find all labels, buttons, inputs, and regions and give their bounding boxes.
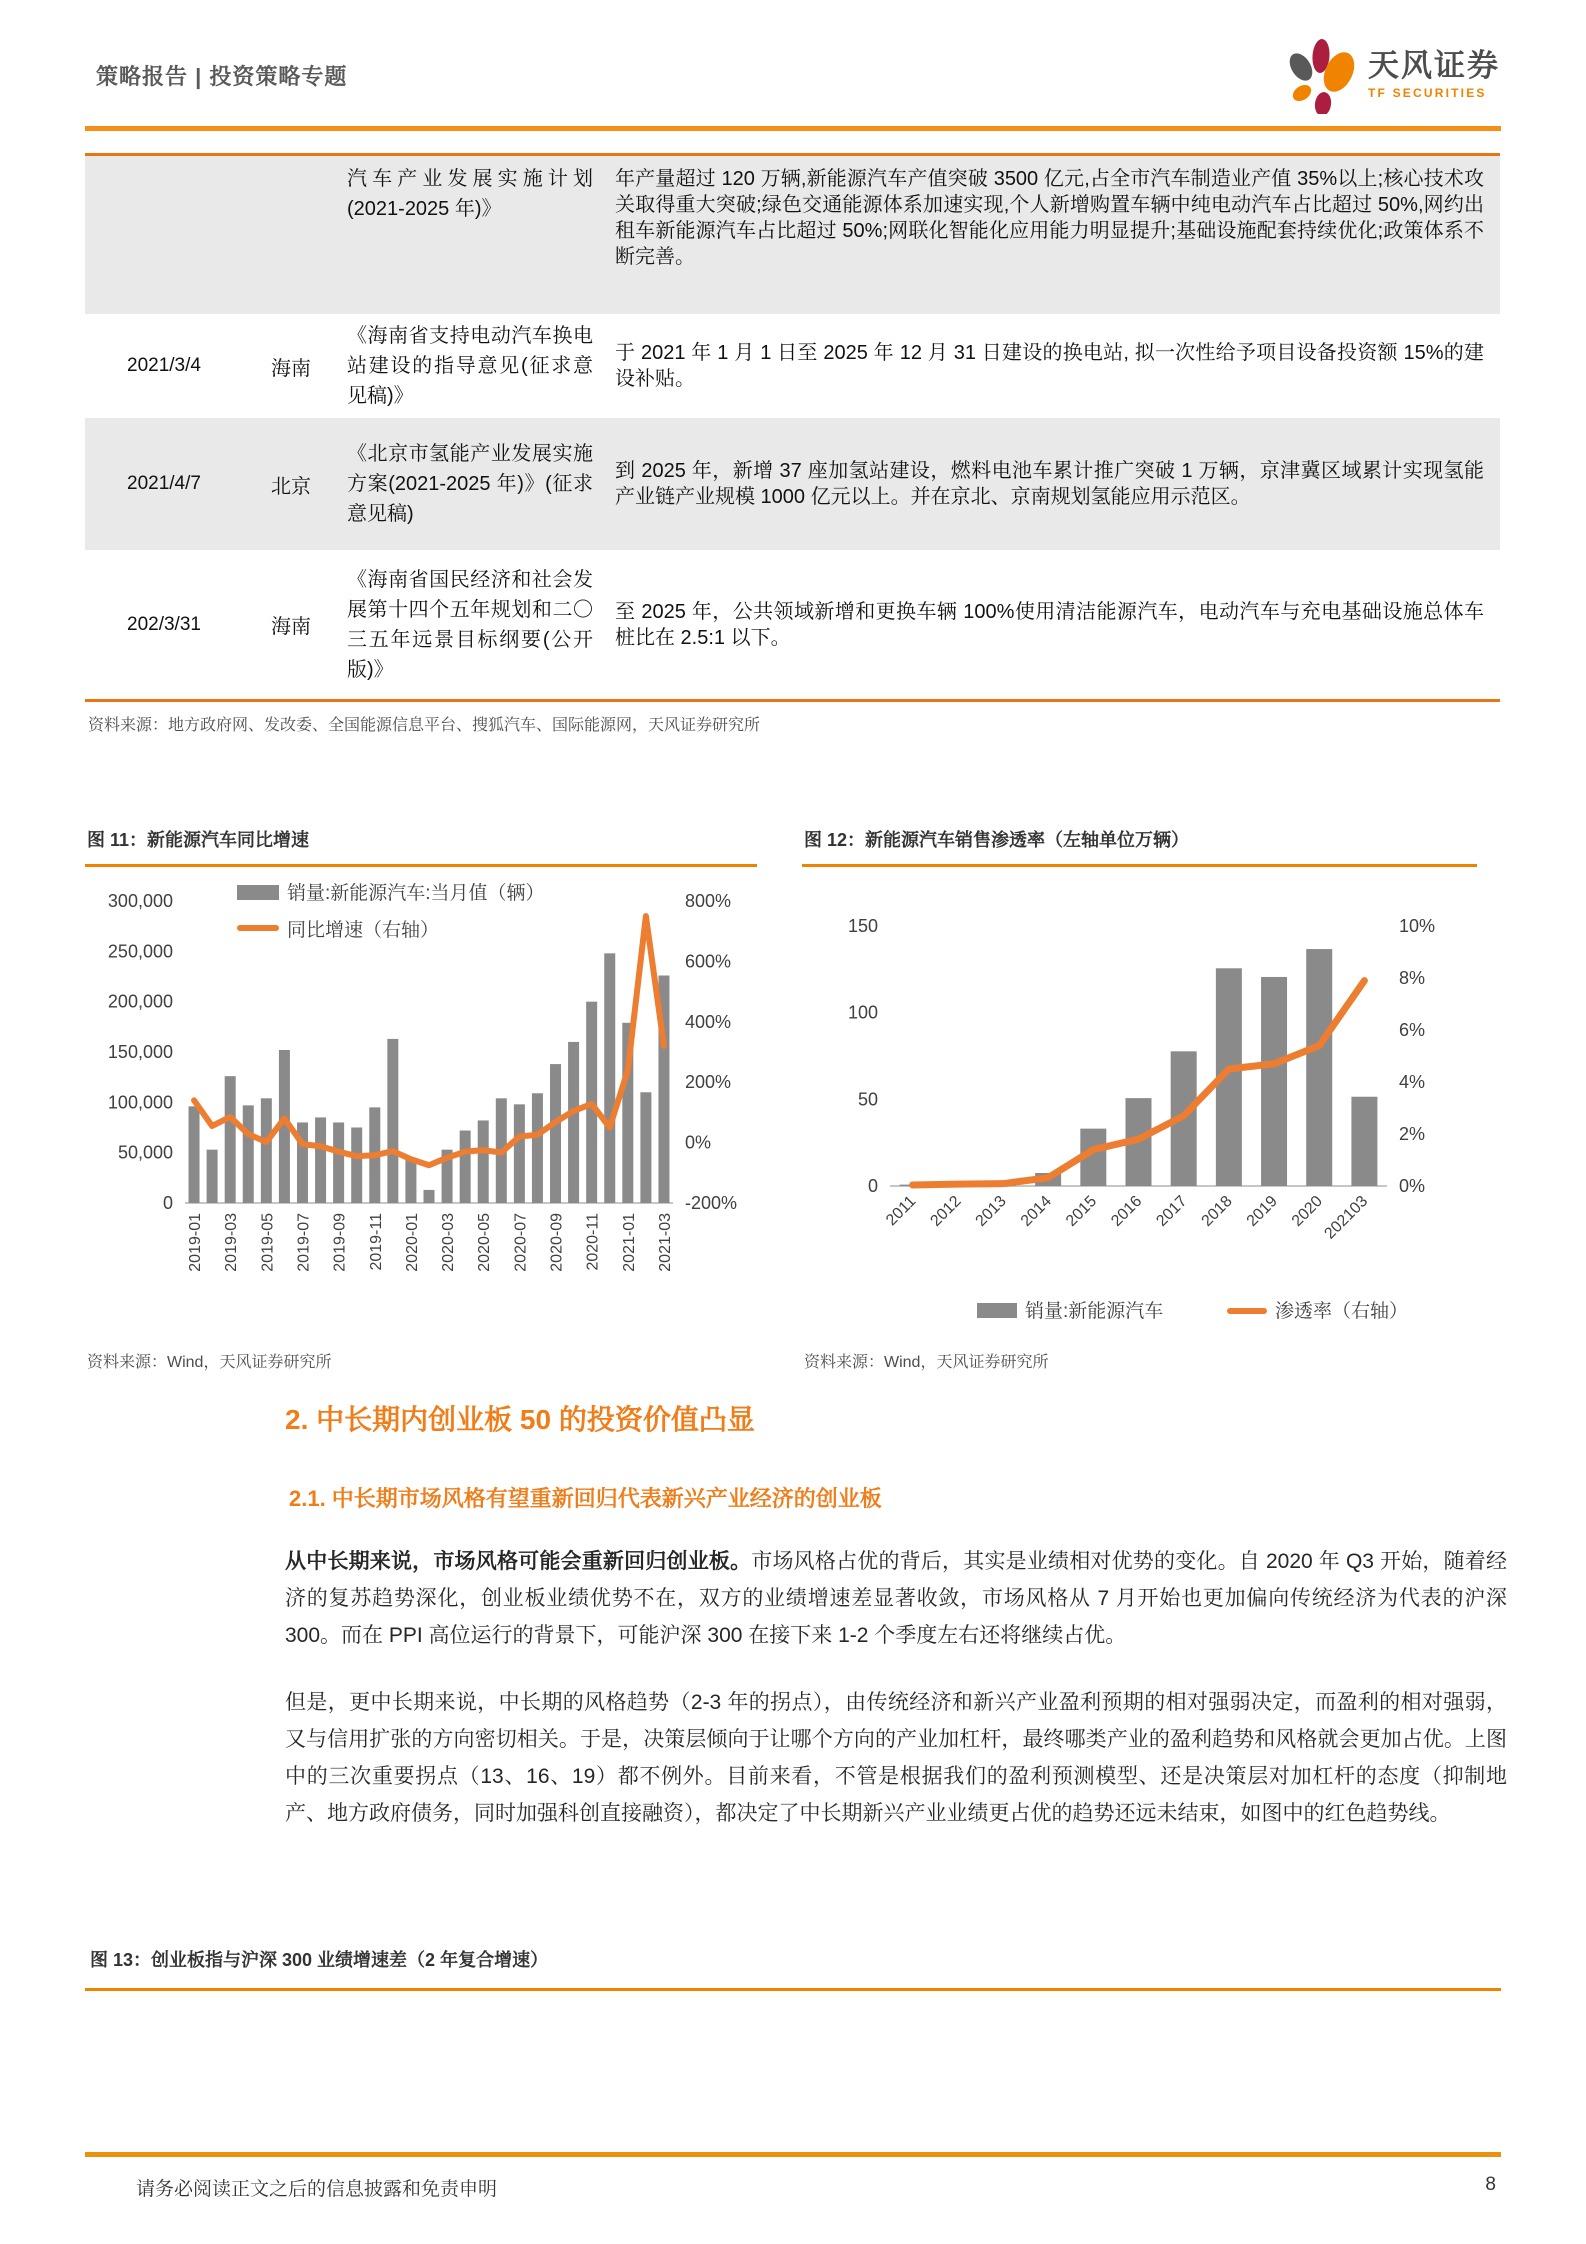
cell-detail: 到 2025 年，新增 37 座加氢站建设，燃料电池车累计推广突破 1 万辆，京津冀区域累计实现氢能产业链产业规模 1000 亿元以上。并在京北、京南规划氢能应用示范区。: [615, 460, 1484, 508]
figure-13-rule: [85, 1988, 1501, 1991]
figure-12-source: 资料来源：Wind，天风证券研究所: [804, 1354, 1049, 1371]
tf-flower-icon: [1286, 34, 1358, 114]
table-row: [85, 156, 1500, 314]
svg-text:2%: 2%: [1399, 1124, 1426, 1144]
svg-text:50: 50: [857, 1089, 878, 1110]
cell-detail: 年产量超过 120 万辆,新能源汽车产值突破 3500 亿元,占全市汽车制造业产值 35%以上;核心技术攻关取得重大突破;绿色交通能源体系加速实现,个人新增购置车辆中纯电动汽车占比超过 50%,网约出租车新能源汽车占比超过 50%;网联化智能化应用能力明显提升;基础设施配套持续优化;政策体系不断完善。: [615, 168, 1484, 268]
svg-text:2020-01: 2020-01: [403, 1213, 421, 1272]
cell-region: 北京: [271, 475, 311, 498]
svg-text:100,000: 100,000: [107, 1092, 173, 1113]
svg-text:2020-03: 2020-03: [440, 1213, 458, 1272]
cell-region: 海南: [271, 357, 311, 380]
svg-text:2019-05: 2019-05: [259, 1213, 277, 1272]
svg-text:0: 0: [867, 1176, 878, 1196]
figure-12-caption: 图 12：新能源汽车销售渗透率（左轴单位万辆）: [804, 830, 1190, 850]
svg-text:600%: 600%: [685, 951, 732, 972]
header-rule: [85, 126, 1501, 131]
table-source: 资料来源：地方政府网、发改委、全国能源信息平台、搜狐汽车、国际能源网，天风证券研究所: [88, 717, 761, 734]
section-2: [285, 1398, 1507, 1832]
svg-text:250,000: 250,000: [107, 941, 173, 962]
table-row: [85, 418, 1500, 550]
svg-text:2019-09: 2019-09: [331, 1213, 349, 1272]
svg-text:0%: 0%: [1399, 1176, 1426, 1196]
figure-12: [802, 820, 1477, 1372]
svg-text:2020-07: 2020-07: [512, 1213, 530, 1272]
cell-date: 2021/4/7: [127, 473, 201, 494]
svg-text:2020-09: 2020-09: [548, 1213, 566, 1272]
figure-11-rule: [85, 864, 757, 867]
svg-text:2018: 2018: [1198, 1192, 1236, 1230]
figure-12-rule: [802, 864, 1477, 867]
cell-date: 2021/3/4: [127, 355, 201, 376]
policy-table: [85, 153, 1500, 702]
svg-text:200,000: 200,000: [107, 991, 173, 1012]
figure-11-caption: 图 11：新能源汽车同比增速: [87, 830, 310, 850]
svg-text:2019-01: 2019-01: [187, 1213, 205, 1272]
svg-text:渗透率（右轴）: 渗透率（右轴）: [1275, 1301, 1409, 1322]
section-title: 2. 中长期内创业板 50 的投资价值凸显: [285, 1404, 755, 1435]
svg-text:800%: 800%: [685, 891, 732, 911]
nev-yoy-chart: [85, 871, 757, 1341]
cell-detail: 至 2025 年，公共领域新增和更换车辆 100%使用清洁能源汽车，电动汽车与充电基础设施总体车桩比在 2.5:1 以下。: [615, 600, 1484, 649]
svg-text:150: 150: [847, 916, 878, 936]
cell-region: 海南: [271, 616, 311, 638]
svg-text:2012: 2012: [927, 1192, 965, 1230]
svg-text:销量:新能源汽车:当月值（辆）: 销量:新能源汽车:当月值（辆）: [287, 883, 545, 904]
svg-text:同比增速（右轴）: 同比增速（右轴）: [287, 920, 440, 941]
svg-text:2011: 2011: [883, 1192, 920, 1230]
figure-13-caption: 图 13：创业板指与沪深 300 业绩增速差（2 年复合增速）: [90, 1950, 549, 1970]
svg-text:202103: 202103: [1321, 1192, 1372, 1243]
svg-text:2019-07: 2019-07: [295, 1213, 313, 1272]
cell-policy: 《北京市氢能产业发展实施方案(2021-2025 年)》(征求意见稿): [347, 443, 593, 525]
section-subtitle: 2.1. 中长期市场风格有望重新回归代表新兴产业经济的创业板: [289, 1486, 882, 1511]
paragraph-1-lead: 从中长期来说，市场风格可能会重新回归创业板。: [285, 1550, 752, 1573]
svg-text:8%: 8%: [1399, 968, 1426, 988]
cell-policy: 《海南省支持电动汽车换电站建设的指导意见(征求意见稿)》: [347, 325, 593, 407]
svg-text:2015: 2015: [1062, 1192, 1101, 1230]
figure-11-source: 资料来源：Wind，天风证券研究所: [87, 1354, 332, 1371]
svg-text:2021-01: 2021-01: [620, 1213, 638, 1272]
svg-text:2013: 2013: [972, 1192, 1010, 1230]
svg-text:300,000: 300,000: [107, 891, 173, 911]
svg-text:150,000: 150,000: [107, 1042, 173, 1062]
svg-text:2017: 2017: [1153, 1192, 1191, 1230]
cell-detail: 于 2021 年 1 月 1 日至 2025 年 12 月 31 日建设的换电站, 拟一次性给予项目设备投资额 15%的建设补贴。: [615, 342, 1484, 390]
breadcrumb: 策略报告 | 投资策略专题: [96, 64, 348, 89]
figure-11: [85, 820, 757, 1372]
svg-text:50,000: 50,000: [117, 1142, 173, 1163]
svg-text:200%: 200%: [685, 1072, 732, 1093]
svg-text:2019-11: 2019-11: [367, 1213, 385, 1271]
brand-subtitle: TF SECURITIES: [1368, 85, 1487, 100]
svg-text:2020: 2020: [1288, 1192, 1327, 1230]
cell-policy: 《海南省国民经济和社会发展第十四个五年规划和二〇三五年远景目标纲要(公开版)》: [347, 568, 593, 681]
paragraph-1: [285, 1543, 1507, 1654]
svg-text:0%: 0%: [685, 1132, 712, 1153]
footer-disclaimer: 请务必阅读正文之后的信息披露和免责申明: [136, 2179, 498, 2200]
table-row: [85, 550, 1500, 699]
svg-text:0: 0: [162, 1193, 173, 1213]
paragraph-1-rest: 市场风格占优的背后，其实是业绩相对优势的变化。自 2020 年 Q3 开始，随着经济的复苏趋势深化，创业板业绩优势不在，双方的业绩增速差显著收敛，市场风格从 7 月开始也更加偏向传统经济为代表的沪深 300。而在 PPI 高位运行的背景下，可能沪深 300 在接下来 1-2 个季度左右还将继续占优。: [285, 1550, 1507, 1647]
paragraph-2: 但是，更中长期来说，中长期的风格趋势（2-3 年的拐点），由传统经济和新兴产业盈利预期的相对强弱决定，而盈利的相对强弱，又与信用扩张的方向密切相关。于是，决策层倾向于让哪个方向的产业加杠杆，最终哪类产业的盈利趋势和风格就会更加占优。上图中的三次重要拐点（13、16、19）都不例外。目前来看，不管是根据我们的盈利预测模型、还是决策层对加杠杆的态度（抑制地产、地方政府债务，同时加强科创直接融资），都决定了中长期新兴产业业绩更占优的趋势还远未结束，如图中的红色趋势线。: [285, 1691, 1507, 1825]
footer-rule: [85, 2152, 1501, 2157]
page-number: 8: [1485, 2174, 1496, 2195]
brand-name: 天风证券: [1368, 47, 1500, 83]
svg-text:6%: 6%: [1399, 1020, 1426, 1040]
svg-text:2021-03: 2021-03: [656, 1213, 674, 1272]
svg-text:400%: 400%: [685, 1011, 732, 1032]
svg-text:2019: 2019: [1243, 1192, 1281, 1230]
svg-text:2020-11: 2020-11: [584, 1213, 602, 1271]
svg-text:2016: 2016: [1108, 1192, 1146, 1230]
table-row: [85, 314, 1500, 418]
svg-text:4%: 4%: [1399, 1072, 1426, 1092]
svg-text:10%: 10%: [1399, 916, 1436, 936]
svg-text:2019-03: 2019-03: [223, 1213, 241, 1272]
nev-penetration-chart: [802, 871, 1477, 1341]
brand-logo: [1286, 34, 1500, 114]
cell-policy: 汽车产业发展实施计划(2021-2025 年)》: [347, 168, 593, 220]
svg-text:2020-05: 2020-05: [476, 1213, 494, 1272]
svg-text:100: 100: [847, 1002, 878, 1023]
svg-text:销量:新能源汽车: 销量:新能源汽车: [1025, 1301, 1164, 1322]
svg-text:-200%: -200%: [685, 1193, 738, 1213]
cell-date: 202/3/31: [127, 613, 201, 635]
svg-text:2014: 2014: [1017, 1192, 1055, 1230]
